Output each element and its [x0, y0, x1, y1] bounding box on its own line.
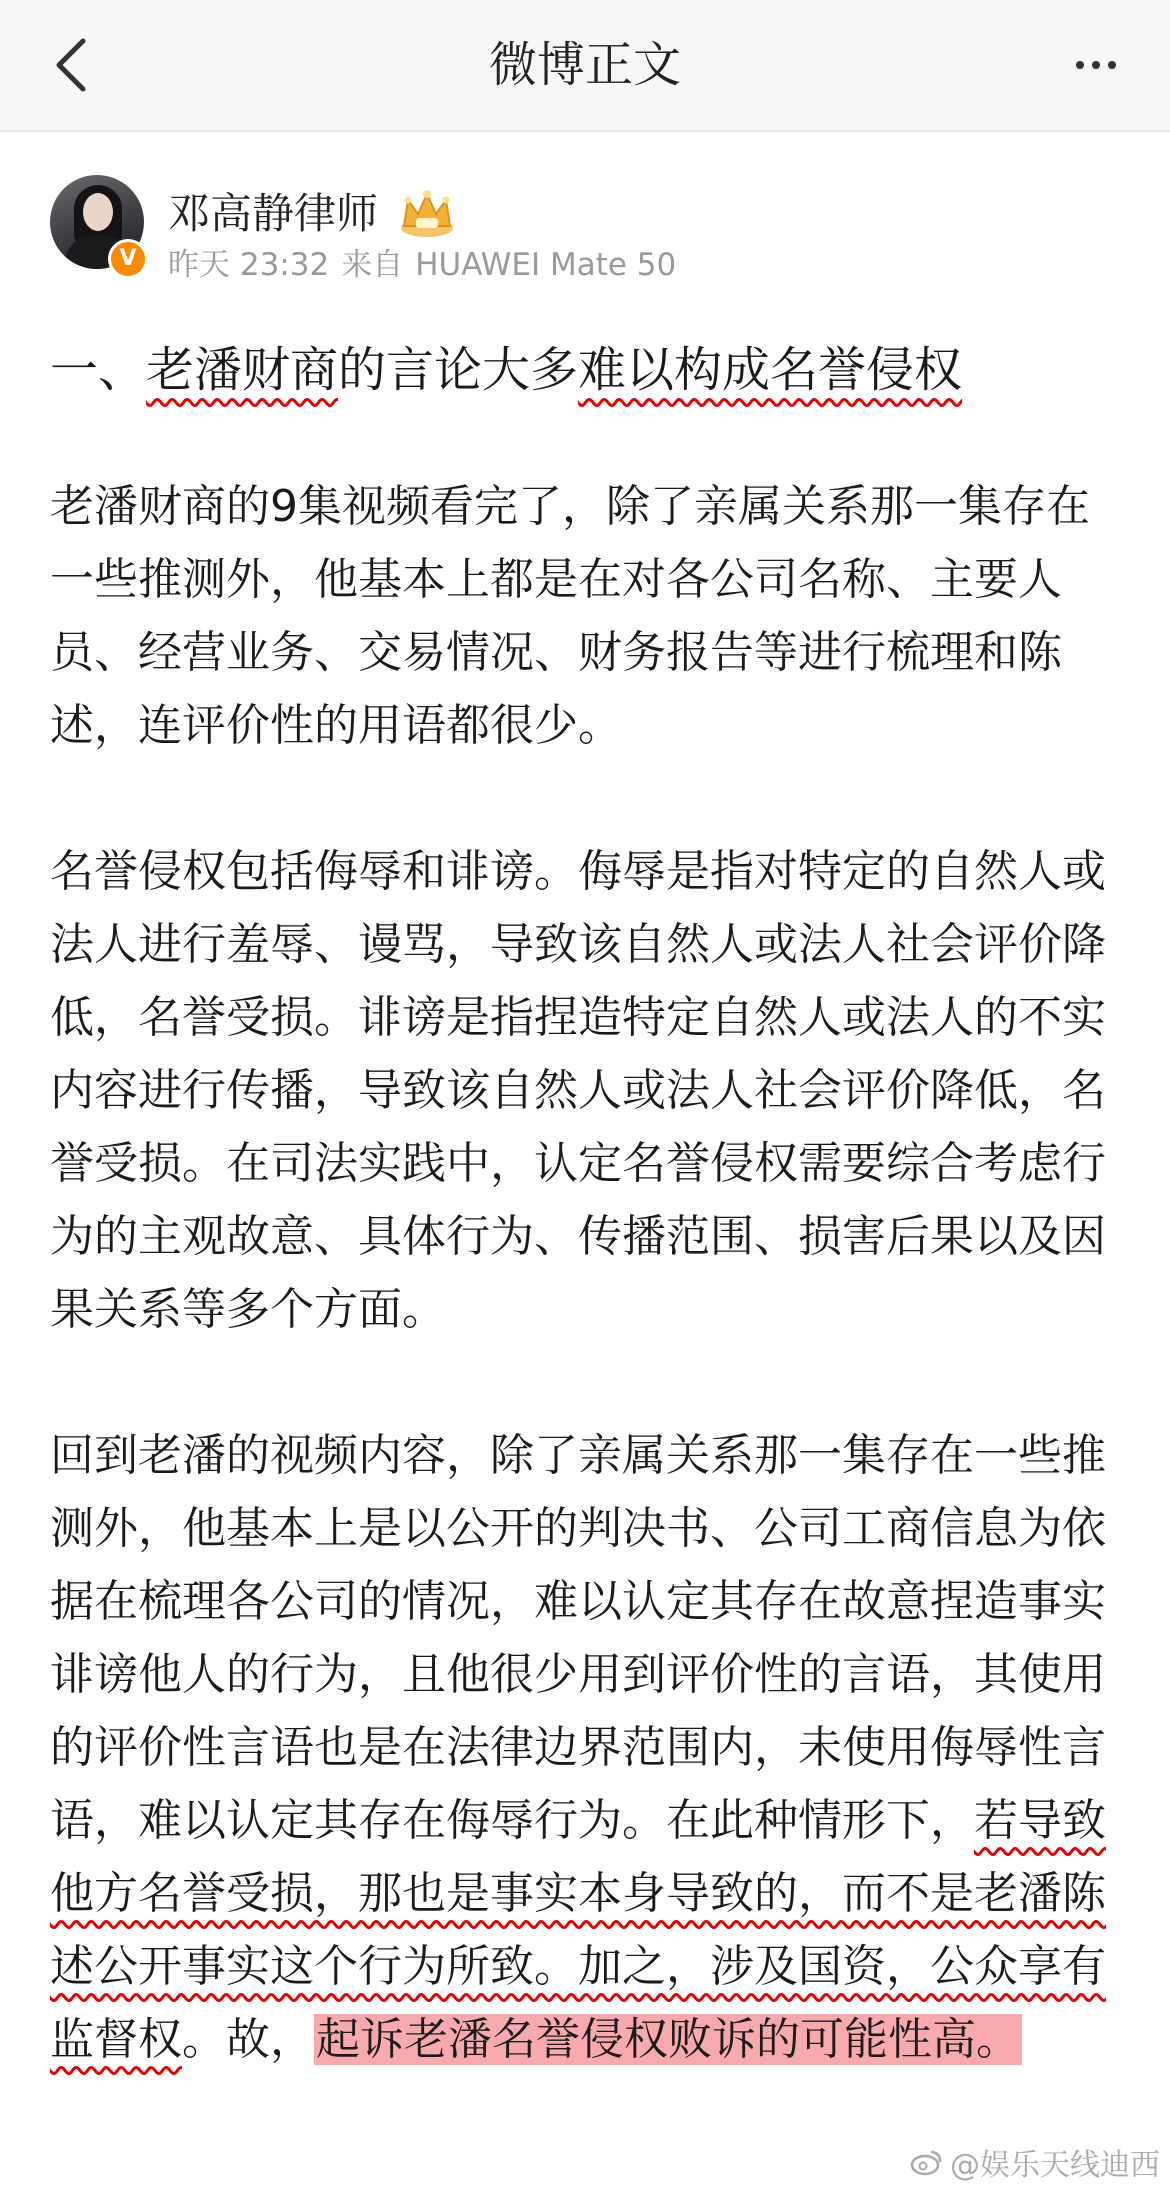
weibo-logo-icon — [910, 2148, 944, 2176]
more-dot — [1108, 61, 1116, 69]
post-content — [50, 320, 1130, 2076]
post-header — [0, 130, 1170, 300]
crown-icon — [398, 188, 456, 238]
more-options-button[interactable] — [1056, 30, 1136, 100]
heading-middle: 的言论大多 — [338, 342, 579, 398]
page-title: 微博正文 — [488, 37, 681, 93]
heading-subject: 老潘财商 — [146, 342, 339, 398]
heading-prefix: 一、 — [50, 342, 147, 398]
avatar-face — [83, 193, 113, 231]
post-meta — [168, 245, 688, 285]
section-heading — [50, 320, 1130, 420]
highlighted-conclusion: 起诉老潘名誉侵权败诉的可能性高。 — [316, 2014, 1020, 2065]
source-prefix: 来自 — [341, 247, 404, 283]
watermark — [910, 2140, 1160, 2184]
paragraph-3-connector: 。故， — [182, 2014, 314, 2065]
verified-badge-icon: V — [108, 239, 148, 279]
paragraph-3-underlined: 若导致他方名誉受损，那也是事实本身导致的，而不是老潘陈述公开事实这个行为所致。加之，涉及国资，公众享有监督权 — [50, 1795, 1106, 2065]
paragraph-3-text: 回到老潘的视频内容，除了亲属关系那一集存在一些推测外，他基本上是以公开的判决书、公司工商信息为依据在梳理各公司的情况，难以认定其存在故意捏造事实诽谤他人的行为，且他很少用到评价性的言语，其使用的评价性言语也是在法律边界范围内，未使用侮辱性言语，难以认定其存在侮辱行为。在此种情形下， — [50, 1430, 1106, 1846]
post-device: HUAWEI Mate 50 — [415, 247, 677, 283]
paragraph-2: 名誉侵权包括侮辱和诽谤。侮辱是指对特定的自然人或法人进行羞辱、谩骂，导致该自然人或法人社会评价降低，名誉受损。诽谤是指捏造特定自然人或法人的不实内容进行传播，导致该自然人或法人社会评价降低，名誉受损。在司法实践中，认定名誉侵权需要综合考虑行为的主观故意、具体行为、传播范围、损害后果以及因果关系等多个方面。 — [50, 846, 1106, 1335]
paragraph-1: 老潘财商的9集视频看完了，除了亲属关系那一集存在一些推测外，他基本上都是在对各公司名称、主要人员、经营业务、交易情况、财务报告等进行梳理和陈述，连评价性的用语都很少。 — [50, 481, 1090, 751]
more-dots-icon — [1076, 61, 1084, 69]
paragraph-3 — [50, 1419, 1130, 2076]
author-name[interactable]: 邓高静律师 — [168, 189, 379, 238]
post-time: 昨天 23:32 — [168, 247, 330, 283]
top-navigation-bar — [0, 0, 1170, 132]
watermark-text: @娱乐天线迪西 — [950, 2148, 1160, 2183]
heading-conclusion: 难以构成名誉侵权 — [578, 342, 963, 398]
more-dot — [1092, 61, 1100, 69]
